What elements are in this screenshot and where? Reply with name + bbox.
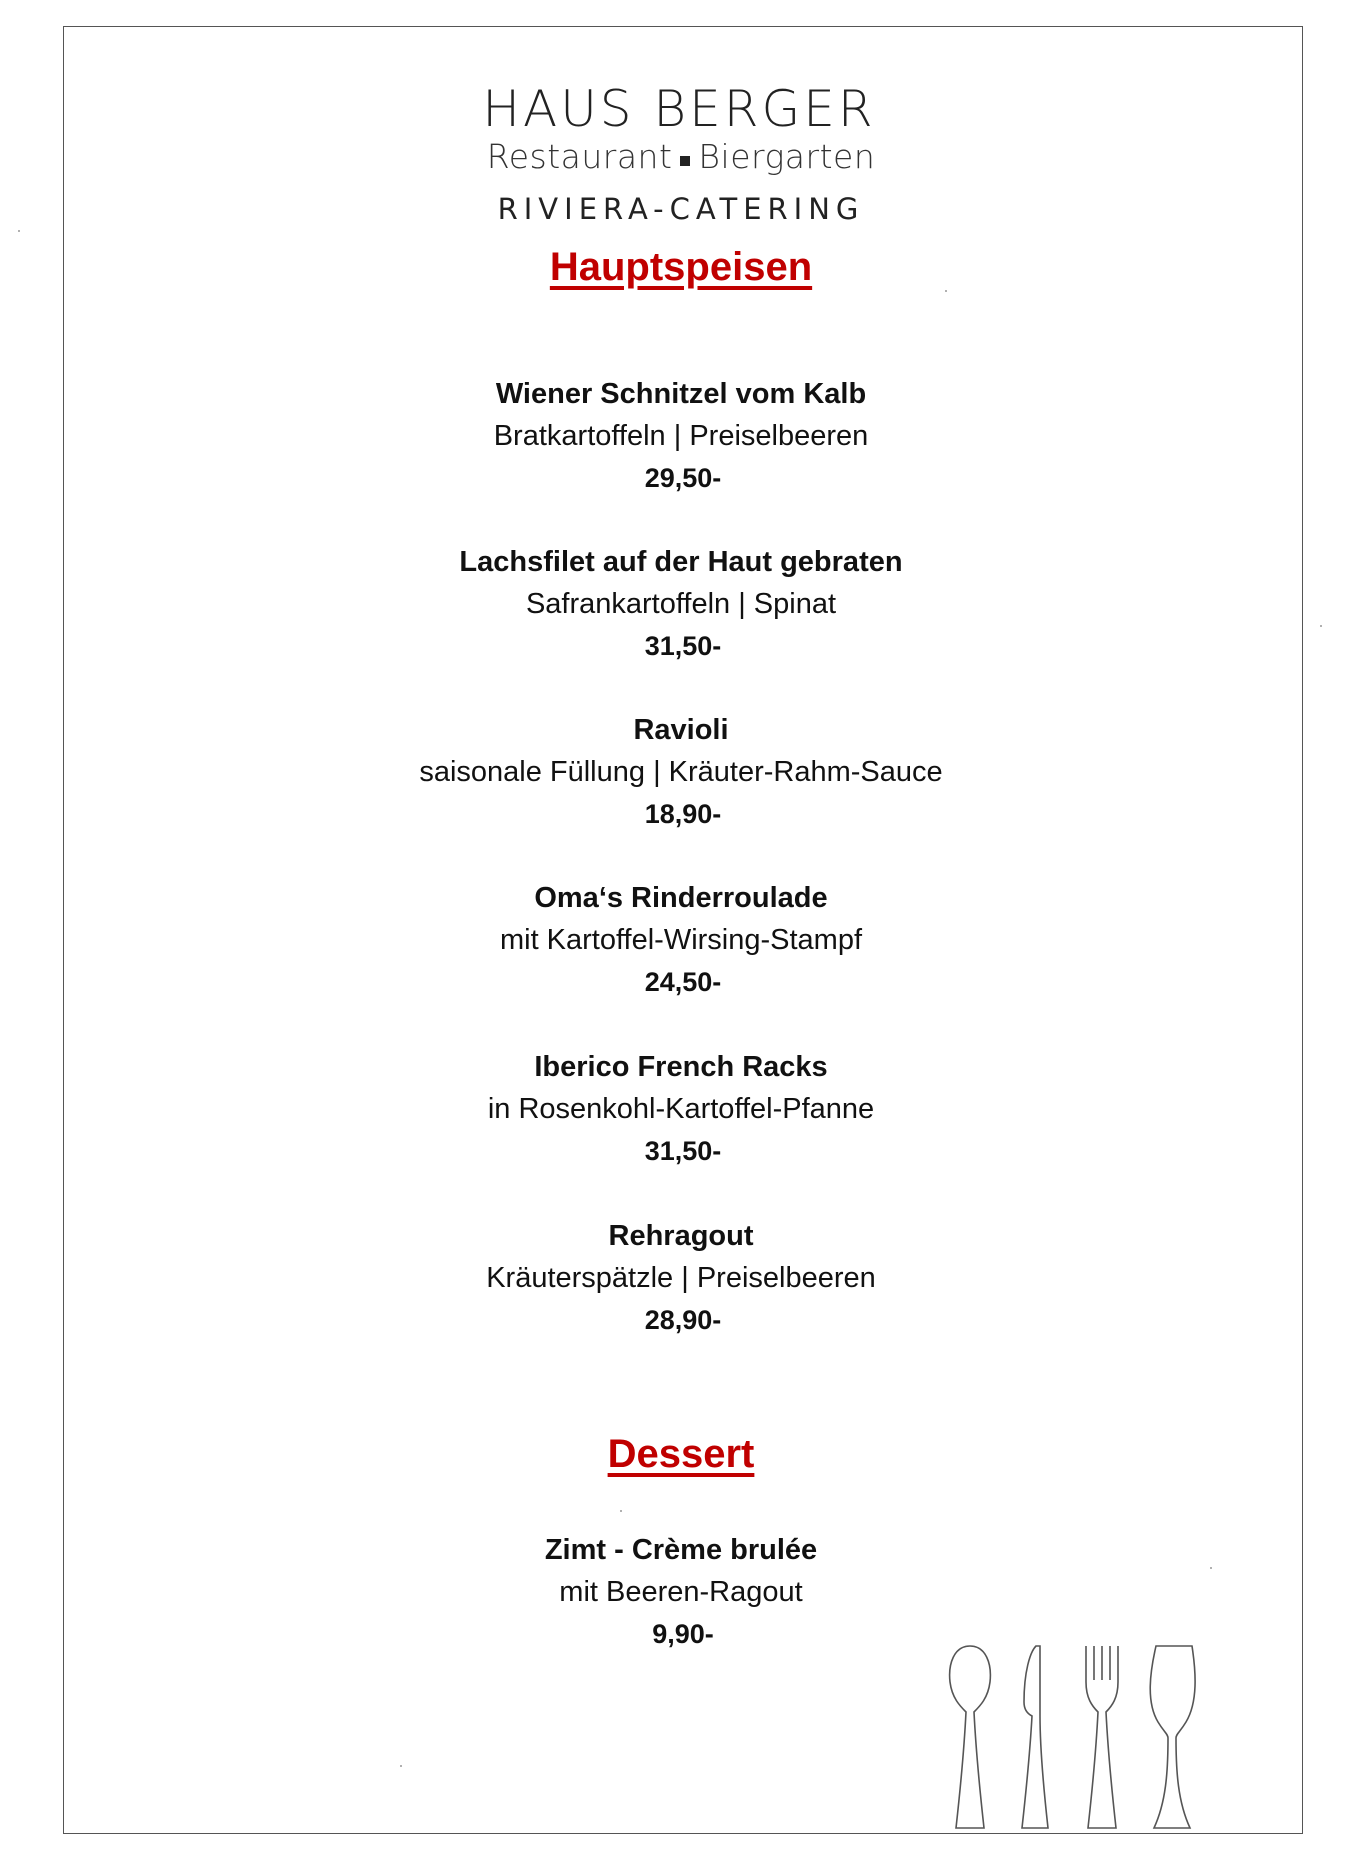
dish-price: 9,90- — [652, 1619, 714, 1649]
dish-description: mit Beeren-Ragout — [559, 1576, 803, 1608]
dish-name: Oma‘s Rinderroulade — [534, 882, 828, 914]
dish-price: 29,50- — [644, 463, 722, 493]
section-title-hauptspeisen: Hauptspeisen — [549, 245, 813, 289]
dish-name: Lachsfilet auf der Haut gebraten — [459, 546, 903, 578]
cutlery-icon — [940, 1642, 1210, 1832]
dish-description: in Rosenkohl-Kartoffel-Pfanne — [487, 1093, 875, 1125]
dish-description: mit Kartoffel-Wirsing-Stampf — [499, 924, 863, 956]
brand-subline — [0, 137, 1362, 176]
dish-description: Kräuterspätzle | Preiselbeeren — [486, 1262, 876, 1294]
scan-speck — [18, 230, 20, 232]
dish-name: Zimt - Crème brulée — [544, 1534, 818, 1566]
dish-item — [0, 541, 1362, 667]
dish-price: 31,50- — [644, 631, 722, 661]
dish-price: 28,90- — [644, 1305, 722, 1335]
dish-item — [0, 1529, 1362, 1655]
dish-description: saisonale Füllung | Kräuter-Rahm-Sauce — [419, 756, 943, 788]
dish-name: Ravioli — [633, 714, 729, 746]
dish-item — [0, 709, 1362, 835]
scan-speck — [945, 290, 947, 292]
dish-item — [0, 1046, 1362, 1172]
dish-name: Wiener Schnitzel vom Kalb — [495, 378, 867, 410]
scan-speck — [400, 1765, 402, 1767]
catering-label: RIVIERA-CATERING — [497, 192, 865, 226]
section-title-dessert: Dessert — [607, 1432, 755, 1476]
dish-name: Rehragout — [608, 1220, 754, 1252]
scan-speck — [1210, 1567, 1212, 1569]
brand-logo: HAUS BERGER — [482, 80, 876, 138]
dish-item — [0, 373, 1362, 499]
square-bullet-icon — [680, 156, 690, 166]
dish-item — [0, 877, 1362, 1003]
dish-price: 24,50- — [644, 967, 722, 997]
dish-name: Iberico French Racks — [534, 1051, 828, 1083]
scan-speck — [1320, 625, 1322, 627]
scan-speck — [620, 1510, 622, 1512]
subline-biergarten: Biergarten — [698, 137, 876, 176]
dish-description: Bratkartoffeln | Preiselbeeren — [493, 420, 869, 452]
dish-item — [0, 1215, 1362, 1341]
dish-price: 31,50- — [644, 1136, 722, 1166]
subline-restaurant: Restaurant — [486, 137, 673, 176]
dish-description: Safrankartoffeln | Spinat — [525, 588, 837, 620]
dish-price: 18,90- — [644, 799, 722, 829]
